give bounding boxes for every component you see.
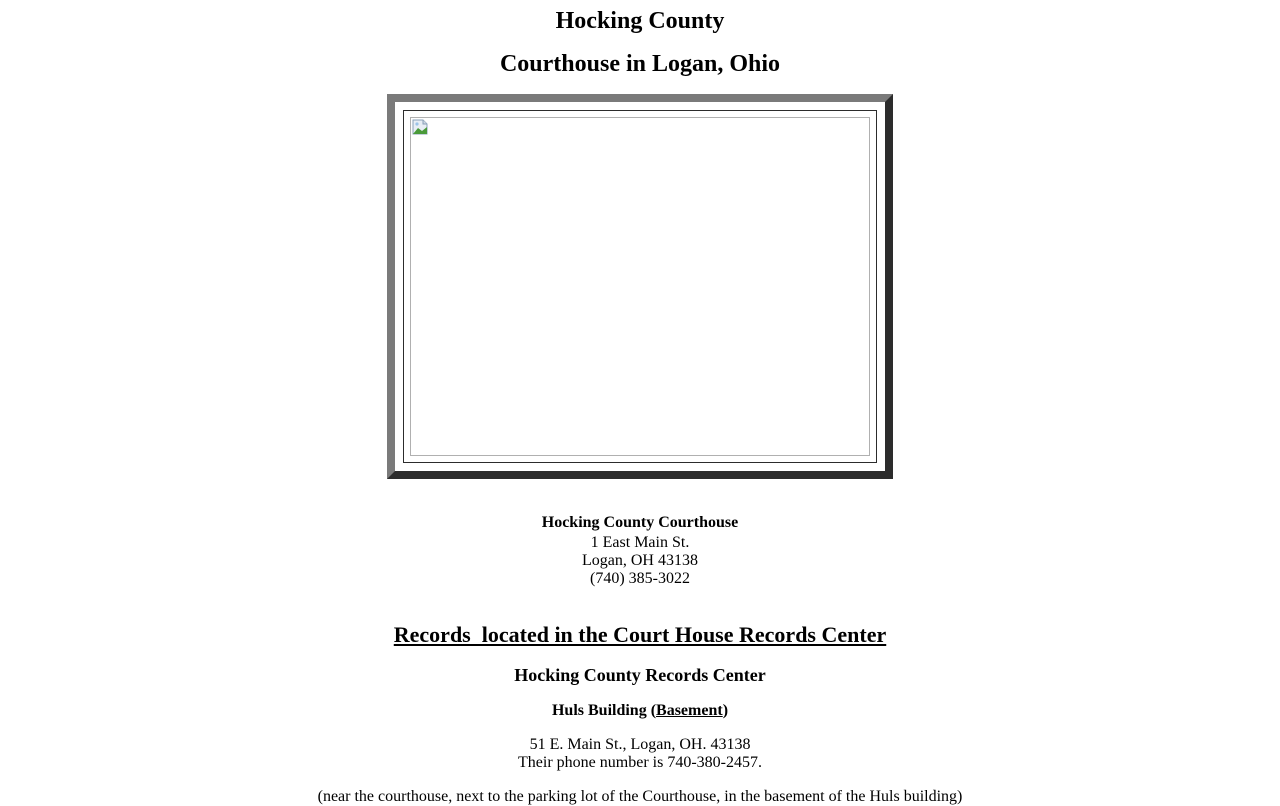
records-center-name: Hocking County Records Center [514, 665, 766, 685]
courthouse-phone: (740) 385-3022 [590, 570, 690, 587]
page-title: Hocking County [555, 8, 725, 34]
basement-link[interactable]: Basement [656, 702, 723, 719]
page-subtitle: Courthouse in Logan, Ohio [499, 51, 781, 77]
huls-building-suffix: ) [722, 702, 729, 719]
broken-image-icon [412, 119, 428, 135]
photo-frame [387, 94, 893, 479]
courthouse-name: Hocking County Courthouse [541, 514, 739, 531]
courthouse-photo [410, 117, 870, 456]
records-heading [0, 622, 1280, 648]
courthouse-city: Logan, OH 43138 [582, 552, 698, 569]
records-phone: Their phone number is 740-380-2457. [518, 754, 762, 771]
huls-building-prefix: Huls Building ( [551, 702, 657, 719]
records-heading-text: Records located in the Court House Records Center [393, 622, 887, 647]
huls-building [0, 702, 1280, 720]
records-address: 51 E. Main St., Logan, OH. 43138 [529, 736, 751, 753]
records-note: (near the courthouse, next to the parking lot of the Courthouse, in the basement of the Huls building) [317, 788, 963, 805]
photo-frame-inner [403, 110, 877, 463]
courthouse-street: 1 East Main St. [590, 534, 690, 551]
